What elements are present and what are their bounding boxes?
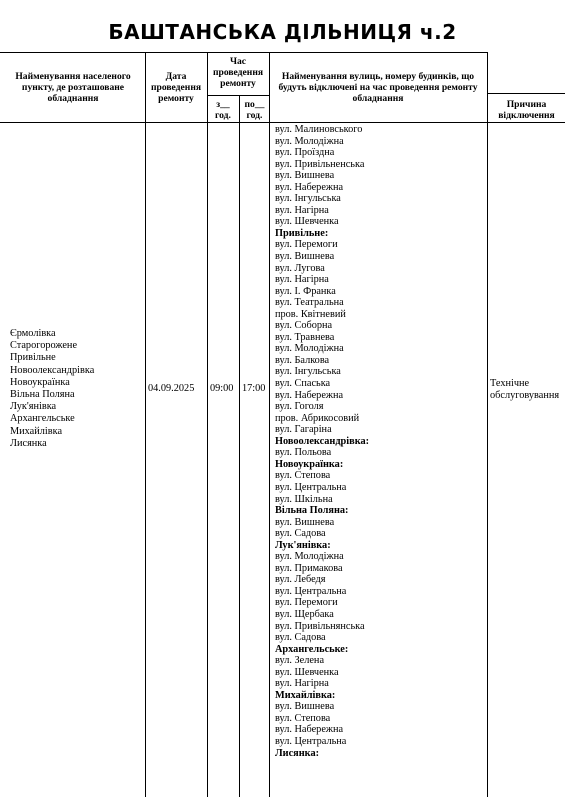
settlement-item: Новоолександрівка bbox=[10, 364, 95, 376]
settlement-item: Лук'янівка bbox=[10, 401, 57, 413]
settlement-list bbox=[10, 328, 145, 450]
header-bottom-border bbox=[0, 122, 487, 123]
street-item: вул. Балкова bbox=[275, 354, 330, 366]
street-item: вул. Гоголя bbox=[275, 401, 324, 413]
header-time-to: по__ год. bbox=[244, 99, 265, 121]
settlement-street-heading: Новоолександрівка: bbox=[275, 435, 370, 447]
street-item: вул. Центральна bbox=[275, 481, 347, 493]
settlement-street-heading: Михайлівка: bbox=[275, 689, 336, 701]
settlement-item: Вільна Поляна bbox=[10, 389, 75, 401]
street-item: вул. Соборна bbox=[275, 320, 333, 332]
street-item: вул. Набережна bbox=[275, 724, 344, 736]
page-title: БАШТАНСЬКА ДІЛЬНИЦЯ ч.2 bbox=[108, 20, 457, 44]
header-time-group: Час проведення ремонту bbox=[212, 56, 264, 89]
street-item: вул. Молодіжна bbox=[275, 343, 344, 355]
settlement-item: Єрмолівка bbox=[10, 328, 56, 339]
street-item: вул. Нагірна bbox=[275, 274, 329, 286]
street-item: вул. Степова bbox=[275, 712, 331, 724]
street-item: вул. Садова bbox=[275, 632, 326, 644]
settlement-street-heading: Лук'янівка: bbox=[275, 539, 331, 551]
settlement-street-heading: Привільне: bbox=[275, 227, 329, 239]
street-item: пров. Абрикосовий bbox=[275, 412, 360, 424]
street-item: вул. Шкільна bbox=[275, 493, 333, 505]
street-item: вул. Малиновського bbox=[275, 124, 363, 135]
street-item: вул. Польова bbox=[275, 447, 332, 459]
settlement-item: Привільне bbox=[10, 352, 56, 364]
street-item: вул. Лебедя bbox=[275, 574, 326, 586]
settlement-street-heading: Лисянка: bbox=[275, 747, 320, 759]
col-border-5 bbox=[487, 52, 488, 797]
col-border-3 bbox=[239, 95, 240, 797]
reason-value: Технічне обслуговування bbox=[490, 378, 560, 402]
header-time-from: з__ год. bbox=[215, 99, 231, 121]
street-item: вул. І. Франка bbox=[275, 285, 336, 297]
street-item: вул. Нагірна bbox=[275, 678, 329, 690]
street-item: вул. Центральна bbox=[275, 735, 347, 747]
header-date: Дата проведення ремонту bbox=[150, 71, 202, 104]
time-subheader-border bbox=[207, 95, 269, 96]
reason-header-top bbox=[487, 93, 565, 94]
street-item: вул. Лугова bbox=[275, 262, 325, 274]
street-item: вул. Молодіжна bbox=[275, 551, 344, 563]
col-border-4 bbox=[269, 52, 270, 797]
street-item: вул. Зелена bbox=[275, 655, 325, 667]
header-streets: Найменування вулиць, номеру будинків, що будуть відключені на час проведення ремонту обладнання bbox=[278, 71, 478, 104]
street-item: вул. Травнева bbox=[275, 331, 335, 343]
table-top-border bbox=[0, 52, 487, 53]
street-list bbox=[275, 124, 487, 759]
street-item: вул. Примакова bbox=[275, 562, 343, 574]
street-item: вул. Щербака bbox=[275, 608, 334, 620]
street-item: вул. Вишнева bbox=[275, 170, 335, 182]
settlement-item: Михайлівка bbox=[10, 425, 63, 437]
time-to-value: 17:00 bbox=[242, 383, 266, 394]
settlement-item: Старогорожене bbox=[10, 340, 78, 352]
settlement-item: Новоукраїнка bbox=[10, 376, 70, 388]
reason-header-bottom bbox=[487, 122, 565, 123]
street-item: вул. Шевченка bbox=[275, 666, 339, 678]
street-item: вул. Театральна bbox=[275, 297, 344, 309]
street-item: вул. Шевченка bbox=[275, 216, 339, 228]
settlement-street-heading: Вільна Поляна: bbox=[275, 505, 349, 517]
col-border-1 bbox=[145, 52, 146, 797]
street-item: вул. Інгульська bbox=[275, 366, 341, 378]
header-settlement: Найменування населеного пункту, де розташоване обладнання bbox=[15, 71, 131, 104]
street-item: вул. Спаська bbox=[275, 378, 331, 390]
settlement-street-heading: Архангельське: bbox=[275, 643, 349, 655]
street-item: вул. Нагірна bbox=[275, 204, 329, 216]
street-item: вул. Проїздна bbox=[275, 147, 335, 159]
settlement-item: Лисянка bbox=[10, 437, 47, 449]
street-item: вул. Центральна bbox=[275, 585, 347, 597]
street-item: пров. Квітневий bbox=[275, 308, 346, 320]
street-item: вул. Вишнева bbox=[275, 701, 335, 713]
street-item: вул. Молодіжна bbox=[275, 135, 344, 147]
repair-date: 04.09.2025 bbox=[148, 383, 195, 394]
street-item: вул. Степова bbox=[275, 470, 331, 482]
street-item: вул. Набережна bbox=[275, 389, 344, 401]
street-item: вул. Привільнянська bbox=[275, 620, 365, 632]
header-reason: Причина відключення bbox=[498, 99, 555, 121]
time-from-value: 09:00 bbox=[210, 383, 234, 394]
street-item: вул. Набережна bbox=[275, 181, 344, 193]
settlement-item: Архангельське bbox=[10, 413, 75, 425]
street-item: вул. Перемоги bbox=[275, 239, 338, 251]
street-item: вул. Привільненська bbox=[275, 158, 365, 170]
street-item: вул. Вишнева bbox=[275, 516, 335, 528]
street-item: вул. Вишнева bbox=[275, 251, 335, 263]
street-item: вул. Інгульська bbox=[275, 193, 341, 205]
street-item: вул. Перемоги bbox=[275, 597, 338, 609]
street-item: вул. Садова bbox=[275, 528, 326, 540]
settlement-street-heading: Новоукраїнка: bbox=[275, 458, 344, 470]
street-item: вул. Гагаріна bbox=[275, 424, 332, 436]
col-border-2 bbox=[207, 52, 208, 797]
